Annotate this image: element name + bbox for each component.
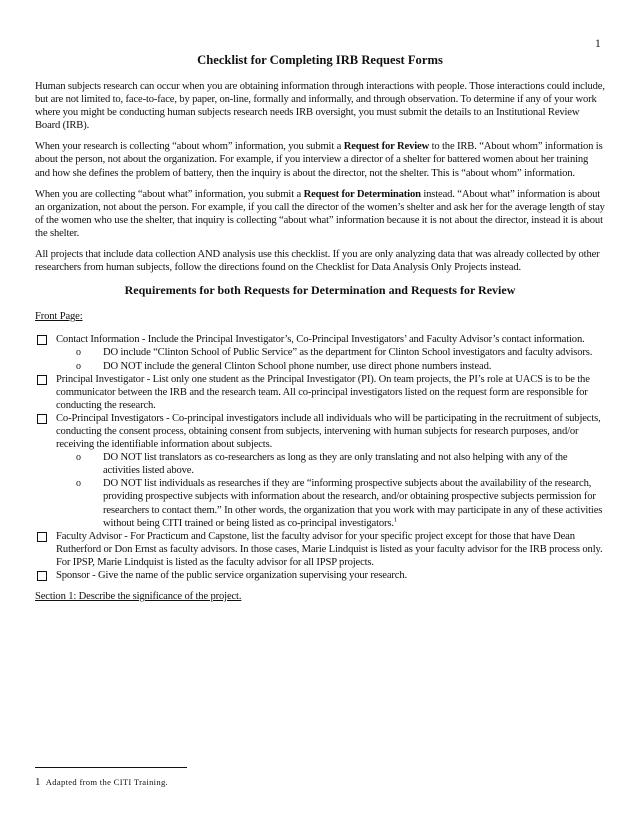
footnote-text: Adapted from the CITI Training. xyxy=(45,777,168,787)
checkbox-icon[interactable] xyxy=(37,414,47,424)
request-for-review-paragraph xyxy=(35,140,605,179)
front-page-label: Front Page: xyxy=(35,311,83,323)
page-number: 1 xyxy=(595,38,601,50)
request-for-determination-paragraph xyxy=(35,188,605,240)
sub-bullet-text: DO include “Clinton School of Public Service” as the department for Clinton School investigators and faculty advisors. xyxy=(103,347,593,359)
document-title: Checklist for Completing IRB Request Forms xyxy=(197,53,443,67)
sub-bullet-text: DO NOT include the general Clinton School phone number, use direct phone numbers instead. xyxy=(103,360,492,372)
checkbox-icon[interactable] xyxy=(37,375,47,385)
checkbox-icon[interactable] xyxy=(37,571,47,581)
determination-para-post: instead. “About what” information is about an organization, not about the person. For example, if you call the director of the women’s shelter and ask her for the average length of stay of the women who use the shelter, that inquiry is collecting “about what” information because it is not about the director, instead it is about the shelter. xyxy=(35,188,605,239)
checklist-item-text: Co-Principal Investigators - Co-principal investigators include all individuals who will be participating in the recruitment of subjects, conducting the consent process, obtaining consent from subjects, intervening with human subjects for research purposes, and/or receiving the identifiable information about subjects. xyxy=(56,412,601,451)
checklist-item-text: Sponsor - Give the name of the public service organization supervising your research. xyxy=(56,570,407,581)
document-body xyxy=(35,52,605,603)
request-for-review-term: Request for Review xyxy=(343,141,430,153)
checklist-item-faculty-advisor[interactable] xyxy=(35,530,605,569)
request-for-determination-term: Request for Determination xyxy=(303,188,421,200)
checklist-item-text: Faculty Advisor - For Practicum and Capstone, list the faculty advisor for your specific project except for those that have Dean Rutherford or Don Ernst as faculty advisors. In those cases, Marie Lindquist is listed as your faculty advisor for the IRB process only. For IPSP, Marie Lindquist is listed as the faculty advisor for all IPSP projects. xyxy=(56,530,603,568)
sub-bullet-text xyxy=(103,477,605,529)
circle-bullet-icon: o xyxy=(76,478,81,490)
footnote-divider xyxy=(35,767,187,768)
checkbox-icon[interactable] xyxy=(37,532,47,542)
sub-bullet-contact-2 xyxy=(76,360,605,373)
review-para-post: to the IRB. “About whom” information is about the person, not about the organization. For example, if you interview a director of a shelter for battered women about her training and how she defines the problem of battery, then the inquiry is about the director, not the shelter. This is “about whom” information. xyxy=(35,141,603,179)
checklist-item-contact[interactable] xyxy=(35,333,605,346)
circle-bullet-icon: o xyxy=(76,347,81,359)
requirements-heading: Requirements for both Requests for Determination and Requests for Review xyxy=(124,283,516,298)
data-analysis-paragraph: All projects that include data collection AND analysis use this checklist. If you are only analyzing data that was already collected by other researchers from human subjects, follow the directions found on the Checklist for Data Analysis Only Projects instead. xyxy=(35,249,600,274)
footnote-number: 1 xyxy=(35,776,41,788)
footnote-reference[interactable]: 1 xyxy=(393,516,398,524)
checklist-item-sponsor[interactable] xyxy=(35,569,605,582)
checklist-item-text: Principal Investigator - List only one student as the Principal Investigator (PI). On team projects, the PI’s role at UACS is to be the communicator between the IRB and the research team. All co-principal investigators listed on the request form are responsible for conducting the research. xyxy=(56,373,590,411)
checklist-item-co-principal-investigators[interactable] xyxy=(35,412,605,451)
sub-bullet-contact-1 xyxy=(76,346,605,359)
sub-bullet-body: DO NOT list individuals as researches if they are “informing prospective subjects about the availability of the research, providing prospective subjects with information about the research, and/or obtaining prospective subjects permission for researchers to contact them.” In other words, the organization that you work with may participate in any of these activities without being CITI trained or being listed as co-principal investigators. xyxy=(103,478,603,529)
intro-paragraph: Human subjects research can occur when you are obtaining information through interactions with people. Those interactions could include, but are not limited to, face-to-face, by paper, on-line, formally and informally, and through observation. To determine if any of your work where you might be conducting human subjects research needs IRB oversight, you must submit the details to an Institutional Review Board (IRB). xyxy=(35,81,605,132)
sub-bullet-text: DO NOT list translators as co-researchers as long as they are only translating and not also helping with any of the activities listed above. xyxy=(103,452,568,477)
section-1-label: Section 1: Describe the significance of the project. xyxy=(35,591,242,603)
checkbox-icon[interactable] xyxy=(37,335,47,345)
footnote xyxy=(35,776,168,788)
sub-bullet-copi-2 xyxy=(76,477,605,529)
circle-bullet-icon: o xyxy=(76,452,81,464)
circle-bullet-icon: o xyxy=(76,360,81,372)
review-para-pre: When your research is collecting “about whom” information, you submit a xyxy=(35,141,344,153)
sub-bullet-copi-1 xyxy=(76,451,605,477)
checklist-item-text: Contact Information - Include the Principal Investigator’s, Co-Principal Investigators’ and Faculty Advisor’s contact information. xyxy=(56,334,585,346)
checklist-item-principal-investigator[interactable] xyxy=(35,373,605,412)
determination-para-pre: When you are collecting “about what” information, you submit a xyxy=(35,188,304,200)
